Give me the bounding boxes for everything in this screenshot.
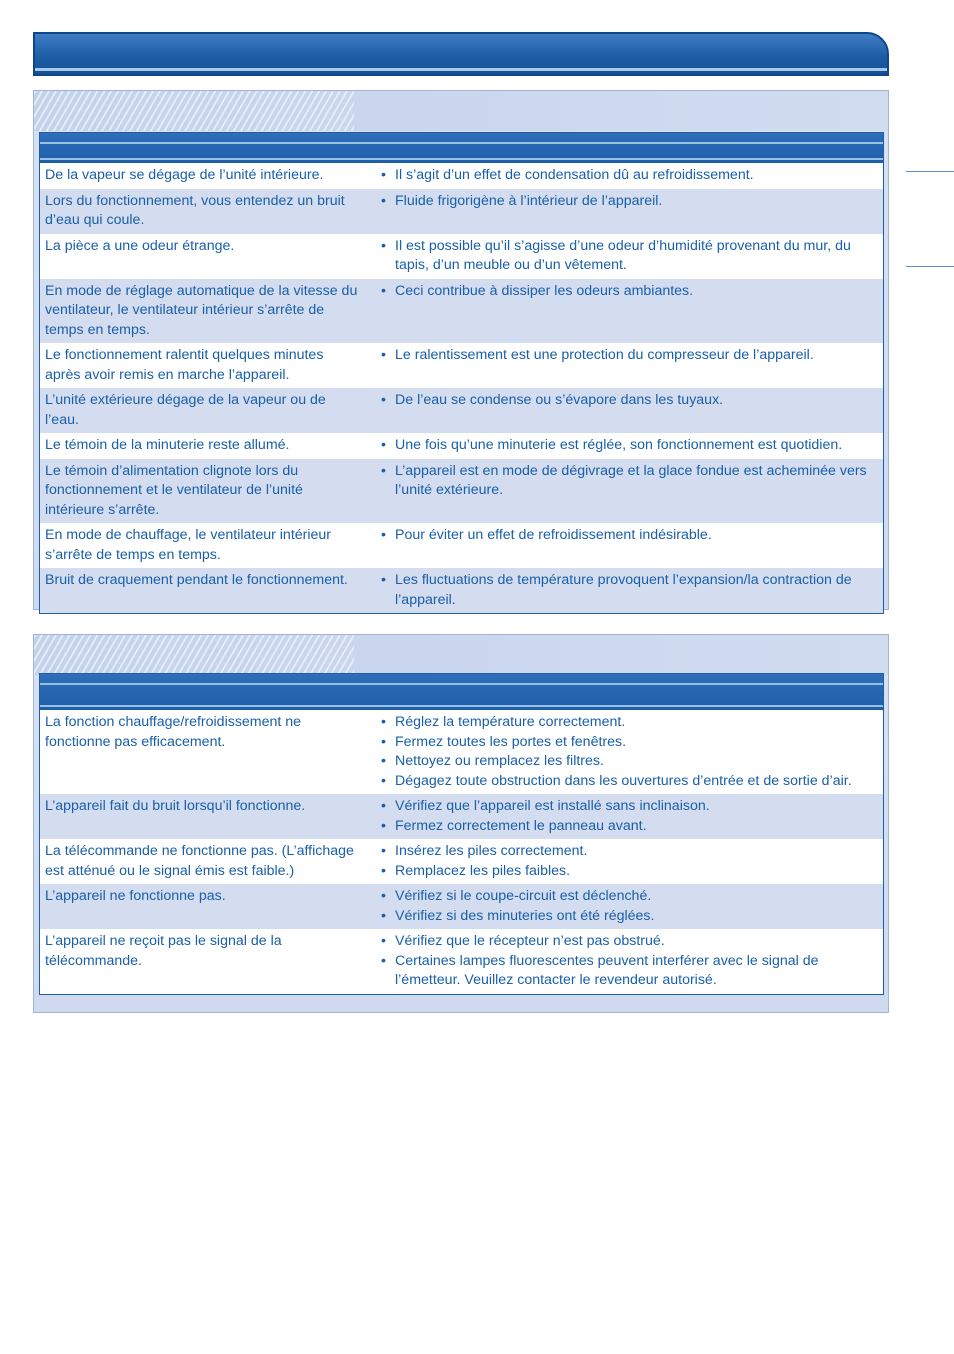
cause-cell — [360, 526, 883, 565]
cause-list — [380, 346, 877, 366]
cause-list — [380, 282, 877, 302]
cause-list — [380, 237, 877, 276]
cause-item: • Vérifiez que le récepteur n’est pas obstrué. — [380, 932, 877, 952]
cause-cell — [360, 797, 883, 836]
symptom-cell: L’unité extérieure dégage de la vapeur ou de l’eau. — [45, 392, 326, 428]
cause-item: • Fermez toutes les portes et fenêtres. — [380, 733, 877, 753]
cause-item: • Réglez la température correctement. — [380, 713, 877, 733]
table-row — [40, 568, 883, 613]
cause-item: • Ceci contribue à dissiper les odeurs ambiantes. — [380, 282, 877, 302]
side-divider-line — [906, 266, 954, 267]
section-header-band — [34, 635, 888, 675]
table-row — [40, 279, 883, 344]
symptom-cell: La fonction chauffage/refroidissement ne fonctionne pas efficacement. — [45, 714, 302, 750]
cause-item: • Dégagez toute obstruction dans les ouvertures d’entrée et de sortie d’air. — [380, 772, 877, 792]
section-troubleshooting — [33, 634, 889, 1013]
symptom-table-1 — [39, 132, 884, 614]
side-divider-line — [906, 171, 954, 172]
cause-list — [380, 842, 877, 881]
cause-item: • Les fluctuations de température provoquent l’expansion/la contraction de l’appareil. — [380, 571, 877, 610]
symptom-cell: L’appareil fait du bruit lorsqu’il fonctionne. — [45, 798, 306, 814]
table-row — [40, 343, 883, 388]
section-header-band — [34, 91, 888, 131]
cause-cell — [360, 346, 883, 385]
cause-item: • Vérifiez que l’appareil est installé sans inclinaison. — [380, 797, 877, 817]
symptom-cell: L’appareil ne reçoit pas le signal de la télécommande. — [45, 933, 282, 969]
cause-item: • Nettoyez ou remplacez les filtres. — [380, 752, 877, 772]
cause-list — [380, 526, 877, 546]
symptom-cell: La télécommande ne fonctionne pas. (L’affichage est atténué ou le signal émis est faible.) — [45, 843, 354, 879]
table-header — [40, 133, 883, 163]
table-body — [40, 710, 883, 994]
table-row — [40, 839, 883, 884]
cause-item: • Il s’agit d’un effet de condensation dû au refroidissement. — [380, 166, 877, 186]
cause-item: • Pour éviter un effet de refroidissement indésirable. — [380, 526, 877, 546]
symptom-cell: De la vapeur se dégage de l’unité intérieure. — [45, 167, 324, 183]
cause-list — [380, 887, 877, 926]
table-row — [40, 794, 883, 839]
cause-cell — [360, 932, 883, 991]
symptom-cell: Lors du fonctionnement, vous entendez un bruit d’eau qui coule. — [45, 192, 345, 228]
cause-list — [380, 391, 877, 411]
table-row — [40, 234, 883, 279]
symptom-cell: En mode de réglage automatique de la vitesse du ventilateur, le ventilateur intérieur s’arrête de temps en temps. — [45, 282, 358, 338]
cause-list — [380, 166, 877, 186]
cause-item: • Une fois qu’une minuterie est réglée, son fonctionnement est quotidien. — [380, 436, 877, 456]
table-row — [40, 459, 883, 524]
cause-list — [380, 436, 877, 456]
section-normal-operation — [33, 90, 889, 610]
cause-list — [380, 932, 877, 991]
symptom-table-2 — [39, 673, 884, 995]
table-row — [40, 710, 883, 794]
symptom-cell: Le témoin de la minuterie reste allumé. — [45, 437, 290, 453]
cause-item: • Remplacez les piles faibles. — [380, 862, 877, 882]
cause-list — [380, 713, 877, 791]
cause-cell — [360, 842, 883, 881]
cause-item: • Insérez les piles correctement. — [380, 842, 877, 862]
cause-cell — [360, 436, 883, 456]
symptom-cell: Le témoin d’alimentation clignote lors du fonctionnement et le ventilateur de l’unité intérieure s’arrête. — [45, 462, 303, 518]
page-title-bar — [33, 32, 889, 76]
cause-list — [380, 797, 877, 836]
table-row — [40, 388, 883, 433]
cause-list — [380, 462, 877, 501]
table-header — [40, 674, 883, 710]
cause-cell — [360, 571, 883, 610]
cause-cell — [360, 887, 883, 926]
cause-item: • Vérifiez si des minuteries ont été réglées. — [380, 907, 877, 927]
cause-cell — [360, 192, 883, 231]
cause-list — [380, 571, 877, 610]
cause-item: • Il est possible qu’il s’agisse d’une odeur d’humidité provenant du mur, du tapis, d’un meuble ou d’un vêtement. — [380, 237, 877, 276]
table-row — [40, 884, 883, 929]
cause-item: • Le ralentissement est une protection du compresseur de l’appareil. — [380, 346, 877, 366]
symptom-cell: En mode de chauffage, le ventilateur intérieur s’arrête de temps en temps. — [45, 527, 332, 563]
cause-item: • De l’eau se condense ou s’évapore dans les tuyaux. — [380, 391, 877, 411]
symptom-cell: La pièce a une odeur étrange. — [45, 237, 235, 254]
cause-cell — [360, 166, 883, 186]
symptom-cell: Bruit de craquement pendant le fonctionnement. — [45, 572, 348, 588]
table-row — [40, 433, 883, 459]
cause-list — [380, 192, 877, 212]
table-body — [40, 163, 883, 613]
cause-item: • Fermez correctement le panneau avant. — [380, 817, 877, 837]
cause-cell — [360, 391, 883, 430]
table-row — [40, 189, 883, 234]
symptom-cell: L’appareil ne fonctionne pas. — [45, 888, 226, 904]
cause-cell — [360, 282, 883, 341]
table-row — [40, 163, 883, 189]
cause-item: • Vérifiez si le coupe-circuit est déclenché. — [380, 887, 877, 907]
table-row — [40, 929, 883, 994]
cause-cell — [360, 462, 883, 521]
cause-item: • Certaines lampes fluorescentes peuvent interférer avec le signal de l’émetteur. Veuillez contacter le revendeur autorisé. — [380, 952, 877, 991]
table-row — [40, 523, 883, 568]
cause-item: • Fluide frigorigène à l’intérieur de l’appareil. — [380, 192, 877, 212]
cause-cell — [360, 237, 883, 276]
cause-item: • L’appareil est en mode de dégivrage et la glace fondue est acheminée vers l’unité extérieure. — [380, 462, 877, 501]
symptom-cell: Le fonctionnement ralentit quelques minutes après avoir remis en marche l’appareil. — [45, 347, 324, 383]
cause-cell — [360, 713, 883, 791]
